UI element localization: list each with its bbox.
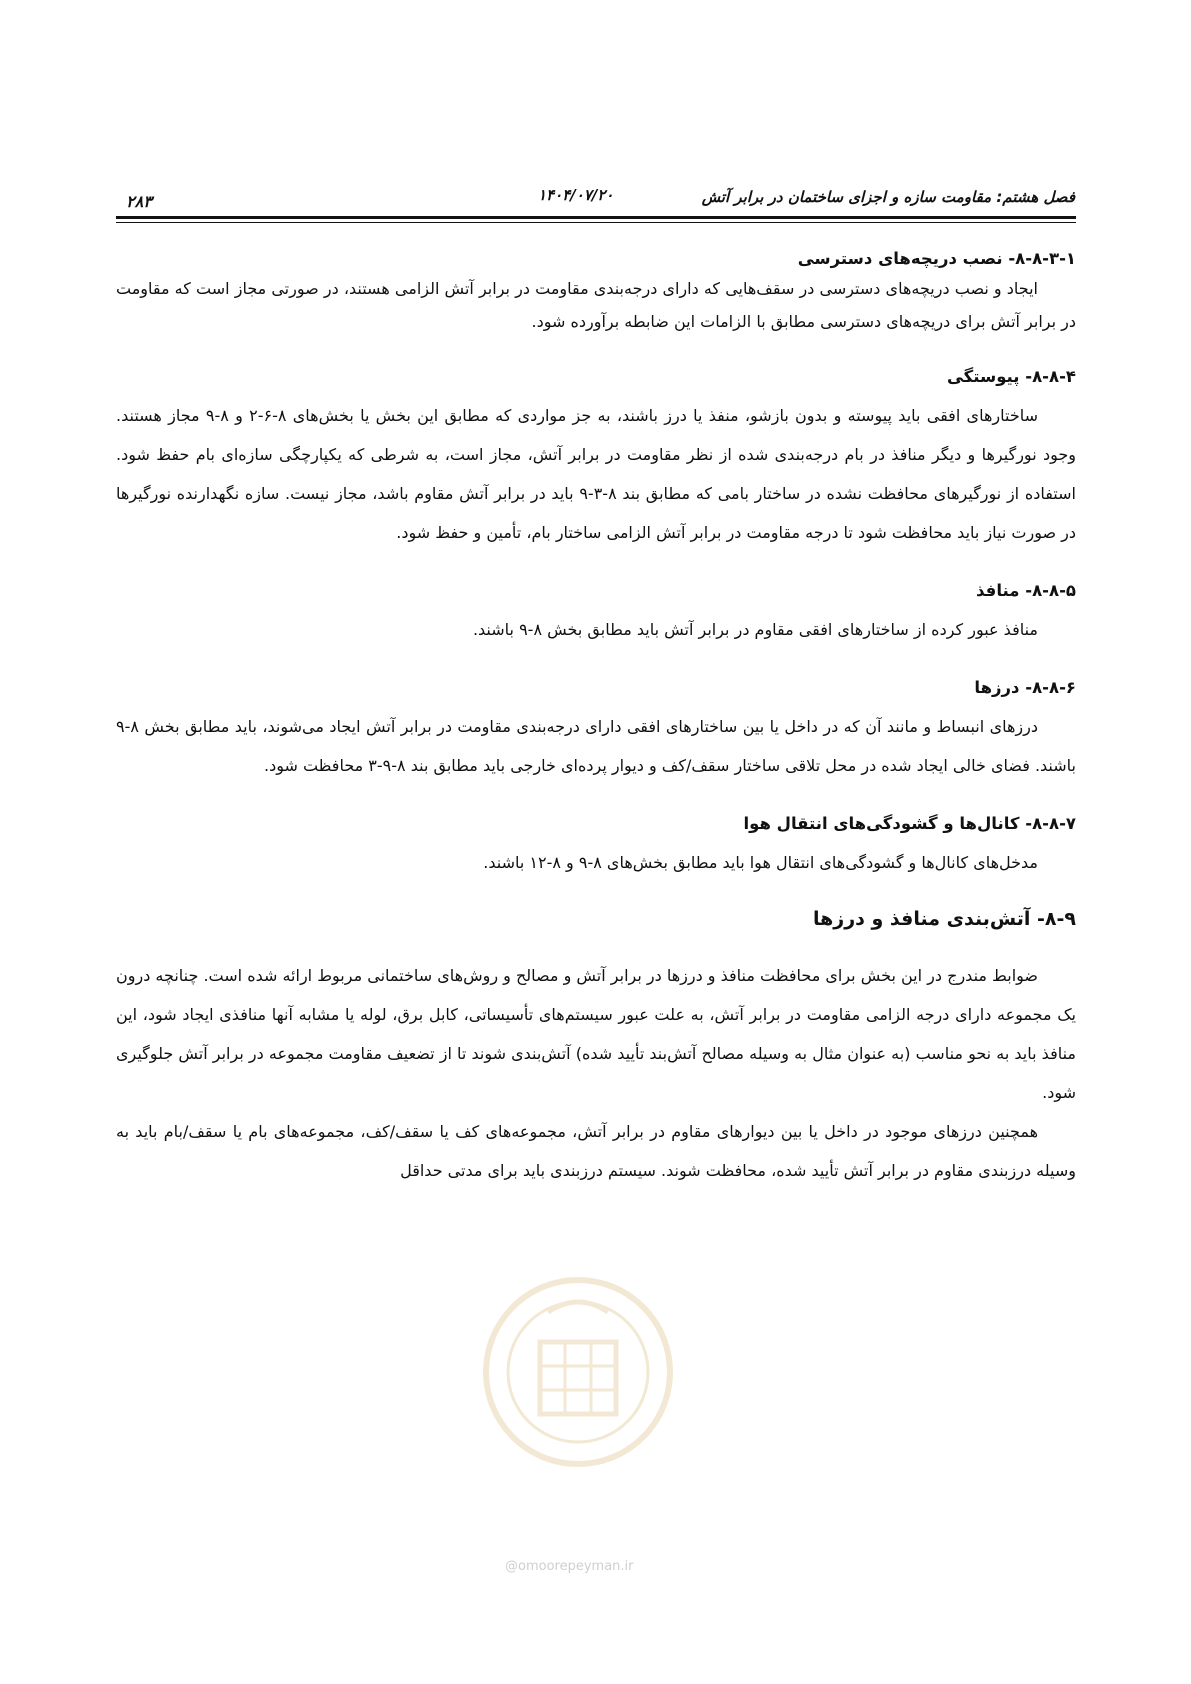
paragraph: همچنین درزهای موجود در داخل یا بین دیوارهای مقاوم در برابر آتش، مجموعه‌های کف یا سقف/کف، مجموعه‌های بام یا سقف/بام باید به وسیله درزبندی مقاوم در برابر آتش تأیید شده، محافظت شوند. سیستم درزبندی باید برای مدتی حداقل xyxy=(116,1122,1076,1180)
section-heading: ۸-۸-۷- کانال‌ها و گشودگی‌های انتقال هوا xyxy=(743,814,1076,833)
watermark-seal-icon xyxy=(478,1272,678,1472)
section-continuity xyxy=(116,364,1076,552)
paragraph: ساختارهای افقی باید پیوسته و بدون بازشو، منفذ یا درز باشند، به جز مواردی که مطابق این بخش یا بخش‌های ۸-۶-۲ و ۸-۹ مجاز هستند. وجود نورگیرها و دیگر منافذ در بام درجه‌بندی شده از نظر مقاومت در برابر آتش، مجاز است، به شرطی که یکپارچگی سازه‌ای بام حفظ شود. استفاده از نورگیرهای محافظت نشده در ساختار بامی که مطابق بند ۸-۳-۹ باید در برابر آتش مقاوم باشد، مجاز نیست. سازه نگهدارنده نورگیرها در صورت نیاز باید محافظت شود تا درجه مقاومت در برابر آتش الزامی ساختار بام، تأمین و حفظ شود. xyxy=(116,406,1076,542)
section-heading-main: ۸-۹- آتش‌بندی منافذ و درزها xyxy=(812,908,1076,930)
header-rule-thin xyxy=(116,222,1076,223)
section-heading: ۸-۸-۳-۱- نصب دریچه‌های دسترسی xyxy=(797,249,1076,268)
section-joints xyxy=(116,675,1076,785)
body-content xyxy=(116,246,1076,1190)
paragraph: منافذ عبور کرده از ساختارهای افقی مقاوم در برابر آتش باید مطابق بخش ۸-۹ باشند. xyxy=(472,620,1038,639)
section-heading: ۸-۸-۶- درزها xyxy=(974,678,1076,697)
section-heading: ۸-۸-۵- منافذ xyxy=(976,581,1076,600)
section-penetrations xyxy=(116,578,1076,649)
section-access-hatches xyxy=(116,246,1076,338)
paragraph: مدخل‌های کانال‌ها و گشودگی‌های انتقال هوا باید مطابق بخش‌های ۸-۹ و ۸-۱۲ باشند. xyxy=(483,853,1038,872)
section-ducts xyxy=(116,811,1076,882)
section-firestopping xyxy=(116,904,1076,1190)
running-header-title: فصل هشتم: مقاومت سازه و اجزای ساختمان در برابر آتش xyxy=(701,188,1075,206)
watermark-site: @omoorepeyman.ir xyxy=(505,1559,634,1574)
paragraph: ضوابط مندرج در این بخش برای محافظت منافذ و درزها در برابر آتش و مصالح و روش‌های ساختمانی مربوط ارائه شده است. چنانچه درون یک مجموعه دارای درجه الزامی مقاومت در برابر آتش، به علت عبور سیستم‌های تأسیساتی، کابل برق، لوله یا مشابه آنها منافذی ایجاد شود، این منافذ باید به نحو مناسب (به عنوان مثال به وسیله مصالح آتش‌بند تأیید شده) آتش‌بندی شوند تا از تضعیف مقاومت مجموعه در برابر آتش جلوگیری شود. xyxy=(116,966,1076,1102)
header-rule-thick xyxy=(116,216,1076,219)
paragraph: ایجاد و نصب دریچه‌های دسترسی در سقف‌هایی که دارای درجه‌بندی مقاومت در برابر آتش الزامی هستند، در صورتی مجاز است که مقاومت در برابر آتش برای دریچه‌های دسترسی مطابق با الزامات این ضابطه برآورده شود. xyxy=(116,279,1076,331)
page-number: ۲۸۳ xyxy=(126,192,152,211)
running-header-date: ۱۴۰۴/۰۷/۲۰ xyxy=(538,186,614,204)
section-heading: ۸-۸-۴- پیوستگی xyxy=(946,367,1076,386)
paragraph: درزهای انبساط و مانند آن که در داخل یا بین ساختارهای افقی دارای درجه‌بندی مقاومت در برابر آتش ایجاد می‌شوند، باید مطابق بخش ۸-۹ باشند. فضای خالی ایجاد شده در محل تلاقی ساختار سقف/کف و دیوار پرده‌ای خارجی باید مطابق بند ۸-۹-۳ محافظت شود. xyxy=(116,717,1076,775)
